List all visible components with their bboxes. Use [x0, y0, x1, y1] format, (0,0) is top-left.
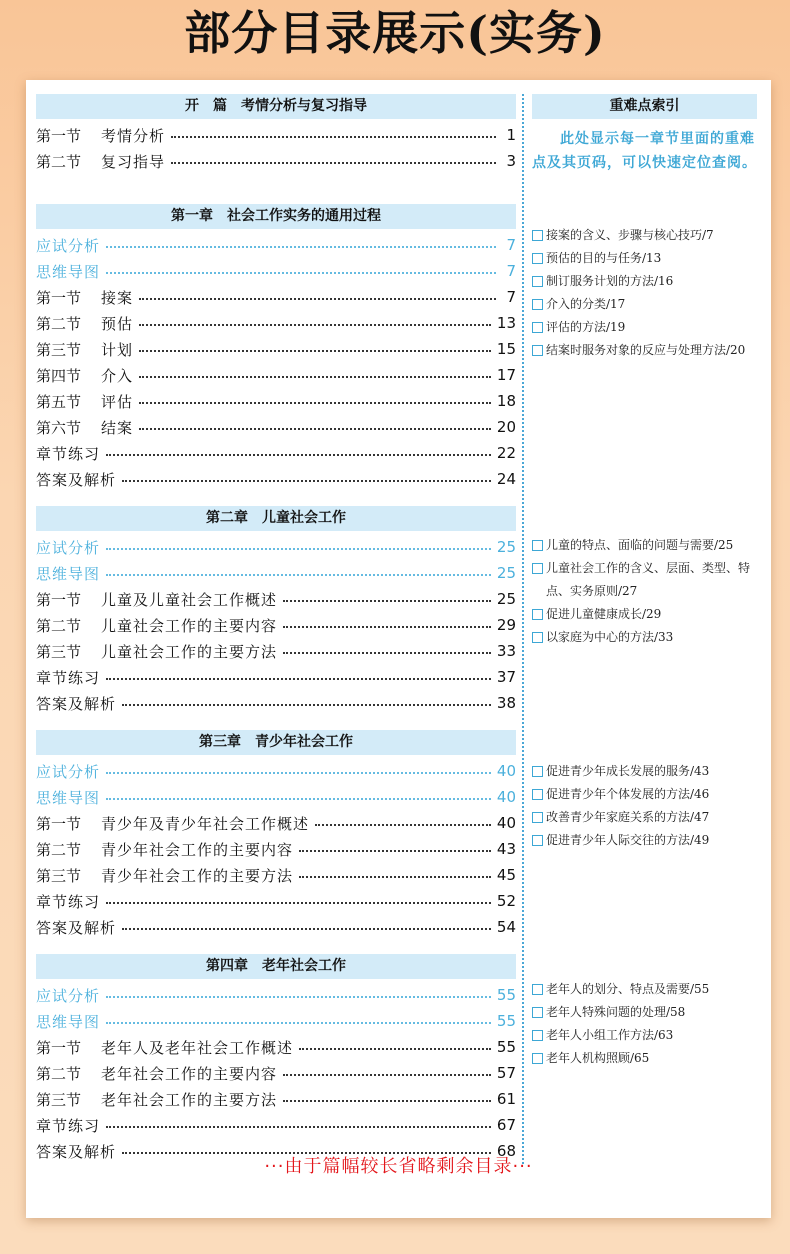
key-point-item: [532, 534, 757, 557]
checkbox-square-icon: [532, 1053, 543, 1064]
toc-entry-section-number: 第一节: [36, 126, 82, 145]
dot-leader: [283, 1074, 491, 1076]
toc-entry-page-number: 25: [496, 590, 516, 608]
chapter-header: 第二章 儿童社会工作: [36, 506, 516, 531]
toc-entry-page-number: 1: [506, 126, 516, 144]
toc-entry-title: 老年社会工作的主要方法: [101, 1090, 278, 1109]
toc-entry: [36, 284, 516, 310]
chapter-section: [36, 506, 516, 716]
chapter-section: [36, 204, 516, 492]
toc-entry-title: 评估: [101, 392, 134, 411]
key-point-group: [532, 978, 757, 1070]
dot-leader: [106, 246, 496, 248]
dot-leader: [106, 798, 491, 800]
toc-entry-section-number: 第三节: [36, 340, 82, 359]
toc-entry-page-number: 17: [496, 366, 516, 384]
dot-leader: [106, 1022, 491, 1024]
toc-entry: [36, 336, 516, 362]
dot-leader: [106, 902, 491, 904]
checkbox-square-icon: [532, 230, 543, 241]
toc-entry: [36, 362, 516, 388]
key-point-text: 介入的分类/17: [546, 297, 626, 311]
checkbox-square-icon: [532, 609, 543, 620]
dot-leader: [139, 428, 491, 430]
toc-entry-page-number: 54: [496, 918, 516, 936]
dot-leader: [171, 162, 496, 164]
toc-entry: [36, 1112, 516, 1138]
toc-entry: [36, 638, 516, 664]
dot-leader: [106, 548, 491, 550]
toc-entry-page-number: 33: [496, 642, 516, 660]
toc-entry-title: 儿童社会工作的主要方法: [101, 642, 278, 661]
key-point-text: 促进青少年个体发展的方法/46: [546, 787, 710, 801]
key-point-item: [532, 829, 757, 852]
key-point-group: [532, 224, 757, 362]
toc-entry-page-number: 7: [506, 288, 516, 306]
toc-entry-page-number: 43: [496, 840, 516, 858]
key-point-text: 接案的含义、步骤与核心技巧/7: [546, 228, 714, 242]
toc-entry-page-number: 55: [496, 1038, 516, 1056]
key-point-item: [532, 626, 757, 649]
toc-entry: [36, 534, 516, 560]
toc-entry-title: 答案及解析: [36, 694, 117, 713]
key-point-text: 老年人的划分、特点及需要/55: [546, 982, 710, 996]
toc-entry-title: 预估: [101, 314, 134, 333]
toc-entry-list: [36, 229, 516, 492]
key-point-text: 老年人小组工作方法/63: [546, 1028, 674, 1042]
toc-entry-section-number: 第一节: [36, 288, 82, 307]
checkbox-square-icon: [532, 540, 543, 551]
toc-entry-title: 应试分析: [36, 986, 101, 1005]
toc-entry-page-number: 25: [496, 564, 516, 582]
key-point-item: [532, 783, 757, 806]
toc-entry-title: 章节练习: [36, 668, 101, 687]
dot-leader: [139, 298, 496, 300]
key-point-item: [532, 1024, 757, 1047]
toc-entry: [36, 232, 516, 258]
toc-entry-title: 答案及解析: [36, 918, 117, 937]
toc-entry-section-number: 第一节: [36, 1038, 82, 1057]
toc-entry: [36, 586, 516, 612]
toc-entry-page-number: 67: [496, 1116, 516, 1134]
toc-entry-section-number: 第六节: [36, 418, 82, 437]
toc-entry-title: 思维导图: [36, 564, 101, 583]
toc-entry-section-number: 第三节: [36, 866, 82, 885]
dot-leader: [139, 350, 491, 352]
toc-entry-page-number: 45: [496, 866, 516, 884]
toc-entry-section-number: 第二节: [36, 314, 82, 333]
checkbox-square-icon: [532, 632, 543, 643]
key-point-text: 评估的方法/19: [546, 320, 626, 334]
page-banner-title: 部分目录展示(实务): [184, 6, 606, 60]
toc-entry: [36, 258, 516, 284]
toc-entry-page-number: 15: [496, 340, 516, 358]
key-point-item: [532, 224, 757, 247]
checkbox-square-icon: [532, 253, 543, 264]
key-point-text: 促进青少年成长发展的服务/43: [546, 764, 710, 778]
key-point-item: [532, 806, 757, 829]
toc-entry-page-number: 68: [496, 1142, 516, 1160]
key-point-text: 改善青少年家庭关系的方法/47: [546, 810, 710, 824]
toc-entry-title: 章节练习: [36, 1116, 101, 1135]
toc-entry-title: 应试分析: [36, 236, 101, 255]
dot-leader: [299, 876, 491, 878]
toc-entry-title: 青少年社会工作的主要内容: [101, 840, 294, 859]
key-point-item: [532, 247, 757, 270]
dot-leader: [139, 376, 491, 378]
toc-entry: [36, 310, 516, 336]
checkbox-square-icon: [532, 1030, 543, 1041]
index-column: [532, 94, 757, 1065]
toc-entry-section-number: 第二节: [36, 1064, 82, 1083]
index-description: 此处显示每一章节里面的重难点及其页码，可以快速定位查阅。: [532, 131, 757, 171]
checkbox-square-icon: [532, 345, 543, 356]
checkbox-square-icon: [532, 276, 543, 287]
checkbox-square-icon: [532, 299, 543, 310]
toc-entry-page-number: 40: [496, 762, 516, 780]
key-point-text: 预估的目的与任务/13: [546, 251, 662, 265]
toc-entry: [36, 1034, 516, 1060]
checkbox-square-icon: [532, 1007, 543, 1018]
key-point-text: 儿童社会工作的含义、层面、类型、特点、实务原则/27: [546, 561, 751, 598]
toc-entry: [36, 888, 516, 914]
checkbox-square-icon: [532, 812, 543, 823]
toc-entry-page-number: 13: [496, 314, 516, 332]
dot-leader: [106, 574, 491, 576]
toc-entry-page-number: 29: [496, 616, 516, 634]
dot-leader: [299, 1048, 491, 1050]
toc-entry-section-number: 第三节: [36, 1090, 82, 1109]
toc-entry: [36, 466, 516, 492]
toc-entry-title: 思维导图: [36, 262, 101, 281]
toc-entry-title: 老年社会工作的主要内容: [101, 1064, 278, 1083]
key-point-item: [532, 760, 757, 783]
toc-entry: [36, 122, 516, 148]
dot-leader: [106, 772, 491, 774]
toc-entry-page-number: 3: [506, 152, 516, 170]
key-point-item: [532, 270, 757, 293]
dot-leader: [106, 272, 496, 274]
key-point-text: 结案时服务对象的反应与处理方法/20: [546, 343, 746, 357]
key-point-item: [532, 603, 757, 626]
toc-entry-section-number: 第一节: [36, 814, 82, 833]
toc-entry-list: [36, 531, 516, 716]
toc-entry-page-number: 20: [496, 418, 516, 436]
toc-entry-page-number: 57: [496, 1064, 516, 1082]
toc-entry-page-number: 55: [496, 986, 516, 1004]
toc-entry-title: 计划: [101, 340, 134, 359]
toc-entry: [36, 690, 516, 716]
toc-entry-page-number: 7: [506, 262, 516, 280]
toc-entry: [36, 612, 516, 638]
toc-entry-title: 答案及解析: [36, 1142, 117, 1161]
toc-entry: [36, 1008, 516, 1034]
toc-entry: [36, 1060, 516, 1086]
toc-entry-page-number: 22: [496, 444, 516, 462]
toc-entry-title: 应试分析: [36, 762, 101, 781]
toc-entry: [36, 414, 516, 440]
index-header: 重难点索引: [532, 94, 757, 119]
toc-entry: [36, 982, 516, 1008]
key-point-item: [532, 1047, 757, 1070]
toc-entry-page-number: 18: [496, 392, 516, 410]
key-point-text: 以家庭为中心的方法/33: [546, 630, 674, 644]
toc-entry-title: 复习指导: [101, 152, 166, 171]
dot-leader: [106, 454, 491, 456]
toc-entry: [36, 664, 516, 690]
checkbox-square-icon: [532, 766, 543, 777]
key-point-group: [532, 760, 757, 852]
dot-leader: [122, 480, 491, 482]
dot-leader: [122, 704, 491, 706]
toc-entry-page-number: 52: [496, 892, 516, 910]
dot-leader: [283, 652, 491, 654]
key-point-text: 制订服务计划的方法/16: [546, 274, 674, 288]
dot-leader: [315, 824, 491, 826]
checkbox-square-icon: [532, 984, 543, 995]
key-point-group: [532, 534, 757, 649]
toc-entry-title: 结案: [101, 418, 134, 437]
toc-entry: [36, 148, 516, 174]
toc-entry-title: 章节练习: [36, 444, 101, 463]
toc-entry: [36, 1086, 516, 1112]
key-point-item: [532, 293, 757, 316]
toc-entry-section-number: 第三节: [36, 642, 82, 661]
key-point-item: [532, 978, 757, 1001]
key-point-text: 老年人机构照顾/65: [546, 1051, 650, 1065]
chapter-header: 第一章 社会工作实务的通用过程: [36, 204, 516, 229]
toc-entry-section-number: 第五节: [36, 392, 82, 411]
column-divider: [522, 94, 524, 1164]
toc-entry-list: [36, 755, 516, 940]
toc-entry-list: [36, 979, 516, 1164]
key-point-item: [532, 557, 757, 603]
toc-entry: [36, 810, 516, 836]
toc-entry-title: 青少年及青少年社会工作概述: [101, 814, 310, 833]
toc-entry-section-number: 第二节: [36, 840, 82, 859]
toc-entry: [36, 914, 516, 940]
toc-entry-title: 考情分析: [101, 126, 166, 145]
toc-entry-page-number: 55: [496, 1012, 516, 1030]
chapter-section: [36, 730, 516, 940]
key-point-item: [532, 339, 757, 362]
dot-leader: [122, 928, 491, 930]
dot-leader: [283, 626, 491, 628]
toc-entry: [36, 836, 516, 862]
dot-leader: [283, 600, 491, 602]
chapter-header: 第三章 青少年社会工作: [36, 730, 516, 755]
toc-entry-title: 青少年社会工作的主要方法: [101, 866, 294, 885]
checkbox-square-icon: [532, 322, 543, 333]
toc-entry-section-number: 第二节: [36, 152, 82, 171]
toc-entry-page-number: 37: [496, 668, 516, 686]
toc-entry-page-number: 7: [506, 236, 516, 254]
key-point-text: 促进青少年人际交往的方法/49: [546, 833, 710, 847]
chapter-section: [36, 954, 516, 1164]
key-point-text: 儿童的特点、面临的问题与需要/25: [546, 538, 734, 552]
toc-entry: [36, 440, 516, 466]
toc-card: [26, 80, 771, 1218]
toc-entry-title: 思维导图: [36, 788, 101, 807]
toc-entry: [36, 758, 516, 784]
toc-entry-title: 答案及解析: [36, 470, 117, 489]
omission-note: ···由于篇幅较长省略剩余目录···: [264, 1156, 533, 1177]
toc-entry: [36, 784, 516, 810]
toc-entry-page-number: 61: [496, 1090, 516, 1108]
toc-entry-page-number: 24: [496, 470, 516, 488]
toc-entry: [36, 862, 516, 888]
toc-entry-title: 儿童社会工作的主要内容: [101, 616, 278, 635]
toc-entry-title: 章节练习: [36, 892, 101, 911]
dot-leader: [171, 136, 496, 138]
toc-entry-title: 儿童及儿童社会工作概述: [101, 590, 278, 609]
dot-leader: [139, 324, 491, 326]
toc-entry-title: 接案: [101, 288, 134, 307]
opening-section: [36, 94, 516, 174]
toc-entry-page-number: 40: [496, 814, 516, 832]
key-point-text: 老年人特殊问题的处理/58: [546, 1005, 686, 1019]
key-point-item: [532, 1001, 757, 1024]
toc-entry-section-number: 第二节: [36, 616, 82, 635]
checkbox-square-icon: [532, 563, 543, 574]
dot-leader: [299, 850, 491, 852]
key-point-text: 促进儿童健康成长/29: [546, 607, 662, 621]
chapter-header: 第四章 老年社会工作: [36, 954, 516, 979]
toc-entry-title: 思维导图: [36, 1012, 101, 1031]
toc-entry-page-number: 38: [496, 694, 516, 712]
key-point-item: [532, 316, 757, 339]
chapter-header: 开 篇 考情分析与复习指导: [36, 94, 516, 119]
dot-leader: [106, 1126, 491, 1128]
toc-entry: [36, 388, 516, 414]
toc-entry-section-number: 第一节: [36, 590, 82, 609]
toc-entry-title: 老年人及老年社会工作概述: [101, 1038, 294, 1057]
checkbox-square-icon: [532, 789, 543, 800]
toc-entry-list: [36, 119, 516, 174]
toc-entry-title: 介入: [101, 366, 134, 385]
toc-entry-page-number: 40: [496, 788, 516, 806]
dot-leader: [139, 402, 491, 404]
toc-entry: [36, 560, 516, 586]
dot-leader: [106, 678, 491, 680]
dot-leader: [283, 1100, 491, 1102]
toc-entry-page-number: 25: [496, 538, 516, 556]
toc-entry-section-number: 第四节: [36, 366, 82, 385]
dot-leader: [106, 996, 491, 998]
checkbox-square-icon: [532, 835, 543, 846]
toc-entry-title: 应试分析: [36, 538, 101, 557]
